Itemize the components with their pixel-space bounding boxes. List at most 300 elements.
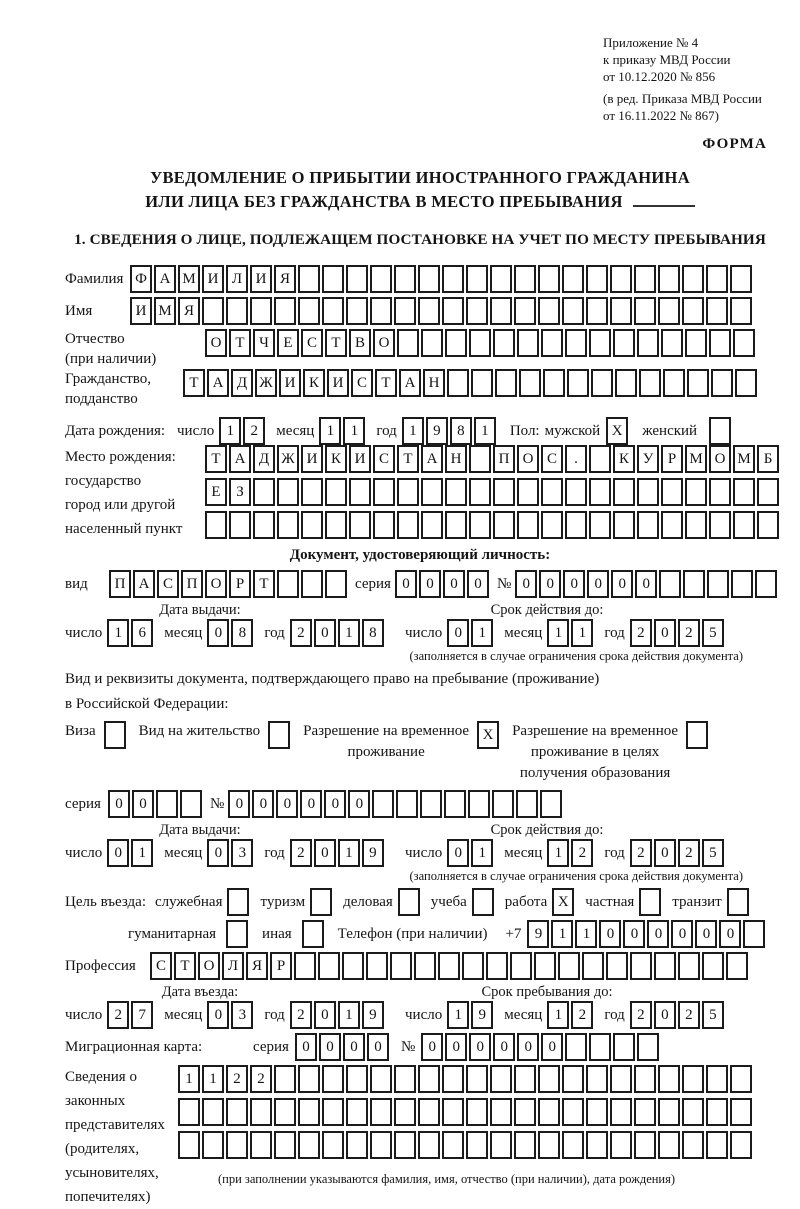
residence-number-input[interactable]	[228, 790, 564, 818]
char-box[interactable]	[418, 297, 440, 325]
char-box[interactable]	[493, 511, 515, 539]
char-box[interactable]	[519, 369, 541, 397]
char-box[interactable]	[682, 1098, 704, 1126]
char-box[interactable]	[658, 1131, 680, 1159]
char-box[interactable]: А	[421, 445, 443, 473]
char-box[interactable]	[226, 1098, 248, 1126]
char-box[interactable]: С	[541, 445, 563, 473]
char-box[interactable]: .	[565, 445, 587, 473]
char-box[interactable]	[663, 369, 685, 397]
char-box[interactable]	[757, 511, 779, 539]
char-box[interactable]	[654, 952, 676, 980]
char-box[interactable]	[370, 265, 392, 293]
char-box[interactable]	[274, 1098, 296, 1126]
char-box[interactable]	[706, 265, 728, 293]
char-box[interactable]	[397, 329, 419, 357]
stay-day-input[interactable]	[447, 1001, 495, 1029]
checkbox[interactable]	[268, 721, 290, 749]
char-box[interactable]	[397, 511, 419, 539]
char-box[interactable]	[421, 478, 443, 506]
migration-number-input[interactable]	[421, 1033, 661, 1061]
checkbox[interactable]	[227, 888, 249, 916]
char-box[interactable]: 9	[362, 1001, 384, 1029]
char-box[interactable]	[442, 1065, 464, 1093]
char-box[interactable]	[202, 1098, 224, 1126]
char-box[interactable]	[421, 329, 443, 357]
char-box[interactable]: 2	[226, 1065, 248, 1093]
char-box[interactable]: 5	[702, 1001, 724, 1029]
char-box[interactable]: Я	[178, 297, 200, 325]
char-box[interactable]: Т	[205, 445, 227, 473]
purpose-tourism-checkbox[interactable]	[310, 888, 334, 916]
char-box[interactable]: 0	[635, 570, 657, 598]
char-box[interactable]	[490, 1098, 512, 1126]
char-box[interactable]	[730, 1098, 752, 1126]
char-box[interactable]	[711, 369, 733, 397]
char-box[interactable]	[514, 1065, 536, 1093]
issue-year-input[interactable]	[290, 619, 386, 647]
purpose-transit-checkbox[interactable]	[727, 888, 751, 916]
char-box[interactable]	[301, 478, 323, 506]
char-box[interactable]: А	[133, 570, 155, 598]
char-box[interactable]	[447, 369, 469, 397]
char-box[interactable]: Ч	[253, 329, 275, 357]
purpose-study-checkbox[interactable]	[472, 888, 496, 916]
char-box[interactable]: Д	[253, 445, 275, 473]
issue-year-input[interactable]	[290, 839, 386, 867]
char-box[interactable]: 8	[362, 619, 384, 647]
char-box[interactable]: 0	[228, 790, 250, 818]
char-box[interactable]: 0	[445, 1033, 467, 1061]
profession-input[interactable]	[150, 952, 750, 980]
char-box[interactable]	[349, 511, 371, 539]
char-box[interactable]	[298, 1098, 320, 1126]
char-box[interactable]	[630, 952, 652, 980]
purpose-official-checkbox[interactable]	[227, 888, 251, 916]
char-box[interactable]	[444, 790, 466, 818]
char-box[interactable]	[610, 1065, 632, 1093]
doc-number-input[interactable]	[515, 570, 779, 598]
char-box[interactable]	[490, 265, 512, 293]
char-box[interactable]	[589, 1033, 611, 1061]
char-box[interactable]	[755, 570, 777, 598]
char-box[interactable]: 0	[517, 1033, 539, 1061]
char-box[interactable]: 1	[402, 417, 424, 445]
char-box[interactable]	[707, 570, 729, 598]
char-box[interactable]	[469, 329, 491, 357]
char-box[interactable]: 2	[630, 839, 652, 867]
checkbox[interactable]	[709, 417, 731, 445]
char-box[interactable]	[591, 369, 613, 397]
char-box[interactable]	[558, 952, 580, 980]
char-box[interactable]: М	[178, 265, 200, 293]
char-box[interactable]	[730, 1131, 752, 1159]
char-box[interactable]	[418, 1098, 440, 1126]
char-box[interactable]	[346, 1098, 368, 1126]
char-box[interactable]	[743, 920, 765, 948]
char-box[interactable]	[469, 445, 491, 473]
char-box[interactable]	[394, 1098, 416, 1126]
char-box[interactable]: О	[517, 445, 539, 473]
char-box[interactable]	[565, 511, 587, 539]
char-box[interactable]	[610, 297, 632, 325]
char-box[interactable]	[517, 329, 539, 357]
char-box[interactable]	[442, 1131, 464, 1159]
char-box[interactable]: 2	[571, 1001, 593, 1029]
representatives-input-1[interactable]	[178, 1065, 754, 1093]
char-box[interactable]	[226, 297, 248, 325]
char-box[interactable]: 0	[654, 619, 676, 647]
char-box[interactable]: Е	[205, 478, 227, 506]
char-box[interactable]	[322, 297, 344, 325]
char-box[interactable]	[366, 952, 388, 980]
birth-month-input[interactable]	[319, 417, 367, 445]
char-box[interactable]	[730, 265, 752, 293]
char-box[interactable]	[517, 511, 539, 539]
char-box[interactable]: 0	[447, 619, 469, 647]
checkbox[interactable]: X	[606, 417, 628, 445]
char-box[interactable]	[277, 511, 299, 539]
char-box[interactable]	[322, 1065, 344, 1093]
patronymic-input[interactable]	[205, 329, 757, 357]
char-box[interactable]	[226, 1131, 248, 1159]
char-box[interactable]	[253, 478, 275, 506]
char-box[interactable]	[277, 478, 299, 506]
char-box[interactable]	[538, 297, 560, 325]
char-box[interactable]	[514, 265, 536, 293]
checkbox[interactable]	[472, 888, 494, 916]
char-box[interactable]	[731, 570, 753, 598]
char-box[interactable]: А	[207, 369, 229, 397]
char-box[interactable]: 9	[471, 1001, 493, 1029]
char-box[interactable]	[709, 511, 731, 539]
char-box[interactable]: 0	[132, 790, 154, 818]
char-box[interactable]	[370, 1131, 392, 1159]
expiry-day-input[interactable]	[447, 839, 495, 867]
checkbox[interactable]	[398, 888, 420, 916]
char-box[interactable]: 5	[702, 839, 724, 867]
char-box[interactable]: 2	[250, 1065, 272, 1093]
char-box[interactable]	[438, 952, 460, 980]
char-box[interactable]	[469, 478, 491, 506]
char-box[interactable]	[562, 1131, 584, 1159]
visa-checkbox[interactable]	[104, 721, 128, 749]
char-box[interactable]: 0	[207, 619, 229, 647]
char-box[interactable]	[589, 329, 611, 357]
char-box[interactable]	[637, 329, 659, 357]
char-box[interactable]: Н	[423, 369, 445, 397]
char-box[interactable]	[659, 570, 681, 598]
char-box[interactable]: 7	[131, 1001, 153, 1029]
char-box[interactable]	[466, 1131, 488, 1159]
temp-residence-permit-checkbox[interactable]	[477, 721, 501, 749]
char-box[interactable]	[538, 265, 560, 293]
char-box[interactable]: И	[301, 445, 323, 473]
char-box[interactable]	[661, 511, 683, 539]
char-box[interactable]: О	[205, 329, 227, 357]
char-box[interactable]: 0	[300, 790, 322, 818]
char-box[interactable]	[610, 1098, 632, 1126]
residence-series-input[interactable]	[108, 790, 204, 818]
char-box[interactable]: 1	[343, 417, 365, 445]
char-box[interactable]	[298, 1131, 320, 1159]
char-box[interactable]	[658, 1098, 680, 1126]
char-box[interactable]	[298, 1065, 320, 1093]
char-box[interactable]	[733, 329, 755, 357]
char-box[interactable]: И	[279, 369, 301, 397]
char-box[interactable]	[322, 265, 344, 293]
char-box[interactable]: 2	[107, 1001, 129, 1029]
char-box[interactable]	[735, 369, 757, 397]
representatives-input-2[interactable]	[178, 1098, 754, 1126]
char-box[interactable]: 0	[276, 790, 298, 818]
char-box[interactable]: 3	[231, 1001, 253, 1029]
char-box[interactable]: 0	[343, 1033, 365, 1061]
char-box[interactable]	[156, 790, 178, 818]
char-box[interactable]: 1	[319, 417, 341, 445]
char-box[interactable]	[562, 1098, 584, 1126]
char-box[interactable]: И	[327, 369, 349, 397]
char-box[interactable]: 0	[295, 1033, 317, 1061]
checkbox[interactable]	[104, 721, 126, 749]
char-box[interactable]	[394, 1131, 416, 1159]
char-box[interactable]: 0	[541, 1033, 563, 1061]
char-box[interactable]: 9	[527, 920, 549, 948]
char-box[interactable]: 0	[314, 839, 336, 867]
char-box[interactable]: 0	[654, 1001, 676, 1029]
char-box[interactable]	[615, 369, 637, 397]
char-box[interactable]	[637, 511, 659, 539]
char-box[interactable]	[733, 478, 755, 506]
char-box[interactable]: И	[130, 297, 152, 325]
char-box[interactable]: 1	[338, 839, 360, 867]
char-box[interactable]: Е	[277, 329, 299, 357]
char-box[interactable]: 0	[671, 920, 693, 948]
char-box[interactable]: П	[109, 570, 131, 598]
doc-series-input[interactable]	[395, 570, 491, 598]
char-box[interactable]: 1	[471, 619, 493, 647]
char-box[interactable]	[322, 1131, 344, 1159]
char-box[interactable]	[541, 478, 563, 506]
char-box[interactable]	[180, 790, 202, 818]
char-box[interactable]: В	[349, 329, 371, 357]
char-box[interactable]: 0	[108, 790, 130, 818]
char-box[interactable]: 0	[395, 570, 417, 598]
checkbox[interactable]	[686, 721, 708, 749]
char-box[interactable]	[346, 1131, 368, 1159]
migration-series-input[interactable]	[295, 1033, 391, 1061]
char-box[interactable]	[685, 329, 707, 357]
char-box[interactable]	[420, 790, 442, 818]
purpose-humanitarian-checkbox[interactable]	[226, 920, 250, 948]
char-box[interactable]: Б	[757, 445, 779, 473]
char-box[interactable]: О	[205, 570, 227, 598]
char-box[interactable]	[462, 952, 484, 980]
char-box[interactable]: 6	[131, 619, 153, 647]
char-box[interactable]	[637, 478, 659, 506]
char-box[interactable]	[250, 297, 272, 325]
doc-type-input[interactable]	[109, 570, 349, 598]
char-box[interactable]	[490, 297, 512, 325]
char-box[interactable]: 0	[493, 1033, 515, 1061]
char-box[interactable]	[678, 952, 700, 980]
char-box[interactable]	[466, 1065, 488, 1093]
char-box[interactable]: 2	[290, 839, 312, 867]
char-box[interactable]	[702, 952, 724, 980]
char-box[interactable]: О	[709, 445, 731, 473]
char-box[interactable]: 0	[314, 619, 336, 647]
char-box[interactable]: И	[202, 265, 224, 293]
char-box[interactable]	[294, 952, 316, 980]
char-box[interactable]: Я	[246, 952, 268, 980]
char-box[interactable]: 2	[678, 839, 700, 867]
char-box[interactable]	[277, 570, 299, 598]
issue-month-input[interactable]	[207, 839, 255, 867]
char-box[interactable]: 9	[362, 839, 384, 867]
char-box[interactable]	[637, 1033, 659, 1061]
char-box[interactable]	[586, 1131, 608, 1159]
char-box[interactable]	[178, 1131, 200, 1159]
char-box[interactable]: 2	[678, 619, 700, 647]
char-box[interactable]: Л	[222, 952, 244, 980]
char-box[interactable]	[418, 1131, 440, 1159]
char-box[interactable]	[613, 329, 635, 357]
sex-female-checkbox[interactable]	[709, 417, 733, 445]
phone-input[interactable]	[527, 920, 767, 948]
char-box[interactable]	[589, 445, 611, 473]
char-box[interactable]	[325, 478, 347, 506]
char-box[interactable]: Л	[226, 265, 248, 293]
char-box[interactable]: Т	[229, 329, 251, 357]
char-box[interactable]	[373, 511, 395, 539]
char-box[interactable]	[510, 952, 532, 980]
char-box[interactable]	[466, 1098, 488, 1126]
char-box[interactable]: И	[349, 445, 371, 473]
char-box[interactable]	[562, 1065, 584, 1093]
char-box[interactable]	[685, 478, 707, 506]
char-box[interactable]	[726, 952, 748, 980]
checkbox[interactable]	[302, 920, 324, 948]
char-box[interactable]	[471, 369, 493, 397]
char-box[interactable]	[394, 265, 416, 293]
char-box[interactable]	[661, 329, 683, 357]
char-box[interactable]: 1	[575, 920, 597, 948]
purpose-work-checkbox[interactable]	[552, 888, 576, 916]
char-box[interactable]	[205, 511, 227, 539]
char-box[interactable]: А	[229, 445, 251, 473]
char-box[interactable]: 2	[630, 619, 652, 647]
char-box[interactable]: У	[637, 445, 659, 473]
char-box[interactable]: К	[613, 445, 635, 473]
char-box[interactable]	[613, 478, 635, 506]
char-box[interactable]: 2	[678, 1001, 700, 1029]
char-box[interactable]	[445, 329, 467, 357]
stay-month-input[interactable]	[547, 1001, 595, 1029]
char-box[interactable]	[517, 478, 539, 506]
char-box[interactable]	[586, 1098, 608, 1126]
char-box[interactable]: Р	[270, 952, 292, 980]
char-box[interactable]	[298, 265, 320, 293]
char-box[interactable]	[346, 1065, 368, 1093]
char-box[interactable]: Ф	[130, 265, 152, 293]
purpose-private-checkbox[interactable]	[639, 888, 663, 916]
char-box[interactable]	[682, 297, 704, 325]
char-box[interactable]	[514, 297, 536, 325]
char-box[interactable]	[541, 329, 563, 357]
char-box[interactable]	[541, 511, 563, 539]
char-box[interactable]	[394, 297, 416, 325]
char-box[interactable]: С	[373, 445, 395, 473]
char-box[interactable]: М	[685, 445, 707, 473]
char-box[interactable]	[274, 1131, 296, 1159]
char-box[interactable]: 1	[202, 1065, 224, 1093]
char-box[interactable]: 0	[252, 790, 274, 818]
char-box[interactable]: 1	[551, 920, 573, 948]
char-box[interactable]	[586, 265, 608, 293]
char-box[interactable]	[342, 952, 364, 980]
char-box[interactable]: 0	[207, 839, 229, 867]
char-box[interactable]	[683, 570, 705, 598]
purpose-business-checkbox[interactable]	[398, 888, 422, 916]
char-box[interactable]	[562, 265, 584, 293]
char-box[interactable]	[301, 511, 323, 539]
char-box[interactable]	[486, 952, 508, 980]
expiry-month-input[interactable]	[547, 619, 595, 647]
issue-month-input[interactable]	[207, 619, 255, 647]
sex-male-checkbox[interactable]	[606, 417, 630, 445]
char-box[interactable]	[730, 297, 752, 325]
entry-day-input[interactable]	[107, 1001, 155, 1029]
char-box[interactable]	[709, 329, 731, 357]
char-box[interactable]: 1	[338, 619, 360, 647]
char-box[interactable]: 0	[421, 1033, 443, 1061]
char-box[interactable]	[514, 1098, 536, 1126]
char-box[interactable]	[229, 511, 251, 539]
char-box[interactable]	[658, 265, 680, 293]
char-box[interactable]: 1	[107, 619, 129, 647]
char-box[interactable]	[634, 1131, 656, 1159]
char-box[interactable]: Т	[183, 369, 205, 397]
char-box[interactable]	[178, 1098, 200, 1126]
char-box[interactable]	[706, 1098, 728, 1126]
char-box[interactable]: 0	[348, 790, 370, 818]
char-box[interactable]: 2	[243, 417, 265, 445]
char-box[interactable]: Я	[274, 265, 296, 293]
char-box[interactable]: 2	[571, 839, 593, 867]
char-box[interactable]: 0	[647, 920, 669, 948]
char-box[interactable]	[565, 1033, 587, 1061]
char-box[interactable]	[202, 1131, 224, 1159]
char-box[interactable]: З	[229, 478, 251, 506]
expiry-year-input[interactable]	[630, 839, 726, 867]
char-box[interactable]	[687, 369, 709, 397]
checkbox[interactable]	[639, 888, 661, 916]
given-name-input[interactable]	[130, 297, 754, 325]
char-box[interactable]: 0	[719, 920, 741, 948]
char-box[interactable]	[490, 1065, 512, 1093]
char-box[interactable]	[685, 511, 707, 539]
surname-input[interactable]	[130, 265, 754, 293]
birth-day-input[interactable]	[219, 417, 267, 445]
char-box[interactable]: 0	[515, 570, 537, 598]
char-box[interactable]: 0	[314, 1001, 336, 1029]
char-box[interactable]	[682, 265, 704, 293]
char-box[interactable]	[373, 478, 395, 506]
char-box[interactable]	[610, 1131, 632, 1159]
char-box[interactable]	[421, 511, 443, 539]
birth-place-input-1[interactable]	[205, 445, 781, 473]
checkbox[interactable]: X	[477, 721, 499, 749]
